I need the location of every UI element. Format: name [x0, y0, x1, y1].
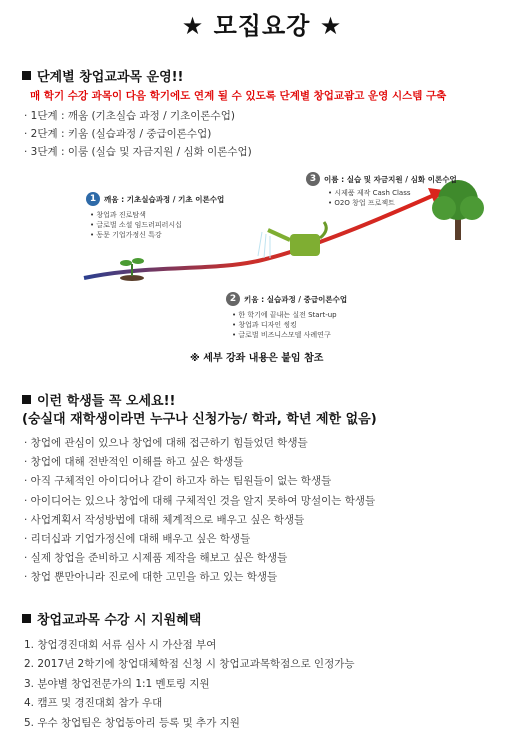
list-item: · 창업 뿐만아니라 진로에 대한 고민을 하고 있는 학생들 [24, 571, 278, 584]
square-bullet-icon [22, 614, 31, 623]
stage-diagram [72, 160, 506, 344]
step-item: • 창업과 진로탐색 [90, 211, 146, 219]
section-heading-text: 단계별 창업교과목 운영!! [37, 70, 184, 85]
list-item: · 리더십과 기업가정신에 대해 배우고 싶은 학생들 [24, 532, 251, 545]
step-title: 이룸 : 실습 및 자금지원 / 심화 이론수업 [324, 175, 457, 184]
section-heading-text: 창업교과목 수강 시 지원혜택 [37, 613, 202, 628]
list-item: · 창업에 대해 전반적인 이해를 하고 싶은 학생들 [24, 456, 244, 469]
target-student-list [24, 434, 375, 588]
stage-3: · 3단계 : 이룸 (실습 및 자금지원 / 심화 이론수업) [24, 146, 252, 158]
step-item: • 창업과 디자인 씽킹 [232, 321, 297, 329]
list-item: · 아이디어는 있으나 창업에 대해 구체적인 것을 알지 못하여 망설이는 학생들 [24, 494, 376, 507]
list-item: 5. 우수 창업팀은 창업동아리 등록 및 추가 지원 [24, 716, 240, 729]
stage-2: · 2단계 : 키움 (실습과정 / 중급이론수업) [24, 128, 212, 140]
section-heading-target [22, 390, 175, 409]
step-item: • 시제품 제작 Cash Class [328, 189, 411, 197]
square-bullet-icon [22, 71, 31, 80]
list-item: 3. 분야별 창업전문가의 1:1 멘토링 지원 [24, 677, 210, 690]
list-item: · 창업에 관심이 있으나 창업에 대해 접근하기 힘들었던 학생들 [24, 437, 308, 449]
step-title: 깨움 : 기초실습과정 / 기초 이론수업 [104, 195, 225, 204]
step-item: • 동문 기업가정신 특강 [90, 231, 162, 239]
list-item: · 실제 창업을 준비하고 시제품 제작을 해보고 싶은 학생들 [24, 552, 288, 565]
section-heading-stages [22, 66, 184, 85]
step-number: 3 [306, 172, 320, 186]
section-heading-text: 이런 학생들 꼭 오세요!! [37, 394, 176, 409]
step-item: • 한 학기에 끝내는 실전 Start-up [232, 311, 337, 319]
list-item: 2. 2017년 2학기에 창업대체학점 신청 시 창업교과목학점으로 인정가능 [24, 658, 355, 671]
step-number: 2 [226, 292, 240, 306]
stage-1: · 1단계 : 깨움 (기초실습 과정 / 기초이론수업) [24, 110, 235, 122]
step-item: • O2O 창업 프로젝트 [328, 199, 395, 207]
list-item: 4. 캠프 및 경진대회 참가 우대 [24, 697, 163, 710]
list-item: · 아직 구체적인 아이디어나 같이 하고자 하는 팀원들이 없는 학생들 [24, 475, 332, 488]
step-item: • 글로벌 비즈니스모델 사례연구 [232, 331, 331, 339]
page-title: ★ 모집요강 ★ [181, 12, 343, 40]
step-title: 키움 : 실습과정 / 중급이론수업 [244, 295, 348, 304]
step-number: 1 [86, 192, 100, 206]
highlight-text: 매 학기 수강 과목이 다음 학기에도 연계 될 수 있도록 단계별 창업교괌고 운영 시스템 구축 [30, 90, 447, 102]
reference-note: ※ 세부 강좌 내용은 붙임 참조 [190, 353, 324, 364]
square-bullet-icon [22, 395, 31, 404]
benefit-list [24, 636, 355, 733]
step-item: • 글로벌 소셜 임드러피러시십 [90, 221, 182, 229]
eligibility-note: (숭실대 재학생이라면 누구나 신청가능/ 학과, 학년 제한 없음) [22, 412, 377, 427]
section-heading-benefits [22, 609, 201, 628]
list-item: 1. 창업경진대회 서류 심사 시 가산점 부여 [24, 639, 217, 651]
list-item: · 사업계획서 작성방법에 대해 체계적으로 배우고 싶은 학생들 [24, 513, 305, 526]
